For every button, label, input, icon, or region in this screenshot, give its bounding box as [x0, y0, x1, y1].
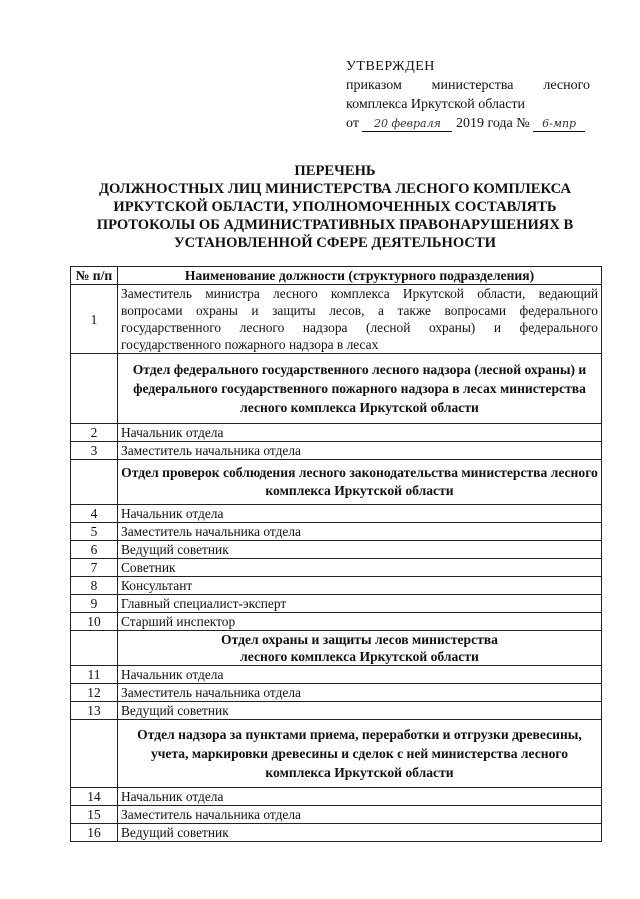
table-row: [71, 788, 602, 806]
row-name: Заместитель министра лесного комплекса Иркутской области, ведающий вопросами охраны и защиты лесов, а также вопросами федерального государственного лесного надзора (лесной охраны) и федерального государственного пожарного надзора в лесах: [118, 285, 602, 354]
table-row: [71, 684, 602, 702]
row-num: 5: [71, 523, 118, 541]
title-line-1: ПЕРЕЧЕНЬ: [294, 163, 376, 179]
row-num: 3: [71, 442, 118, 460]
approval-date-line: [346, 114, 590, 133]
title-line-4: ПРОТОКОЛЫ ОБ АДМИНИСТРАТИВНЫХ ПРАВОНАРУШЕНИЯХ В: [96, 217, 574, 233]
table-row: [71, 424, 602, 442]
row-name: Начальник отдела: [118, 424, 602, 442]
title-line-3: ИРКУТСКОЙ ОБЛАСТИ, УПОЛНОМОЧЕННЫХ СОСТАВЛЯТЬ: [113, 199, 557, 215]
approval-line-ministry: комплекса Иркутской области: [346, 97, 526, 112]
table-header-row: [71, 267, 602, 285]
approval-line-order: приказом министерства лесного: [346, 78, 590, 93]
row-num: 1: [71, 285, 118, 354]
table-row: [71, 806, 602, 824]
row-name: Советник: [118, 559, 602, 577]
row-name: Ведущий советник: [118, 541, 602, 559]
section-title: [118, 631, 602, 666]
row-name: Консультант: [118, 577, 602, 595]
row-num: 15: [71, 806, 118, 824]
row-num: 12: [71, 684, 118, 702]
section-row: [71, 631, 602, 666]
year-text: 2019 года №: [455, 116, 530, 131]
row-name: Главный специалист-эксперт: [118, 595, 602, 613]
section-title-line-1: Отдел охраны и защиты лесов министерства: [221, 632, 498, 647]
section-row: [71, 354, 602, 424]
row-num: 9: [71, 595, 118, 613]
positions-table: [70, 266, 602, 842]
row-num: 6: [71, 541, 118, 559]
row-num: 4: [71, 505, 118, 523]
section-row: [71, 460, 602, 505]
section-title: Отдел проверок соблюдения лесного законодательства министерства лесного комплекса Иркутской области: [118, 460, 602, 505]
document-title: [70, 162, 600, 252]
row-num: 8: [71, 577, 118, 595]
date-prefix: от: [346, 116, 359, 131]
table-row: [71, 666, 602, 684]
row-name: Заместитель начальника отдела: [118, 806, 602, 824]
approval-block: [346, 57, 590, 133]
row-num: 14: [71, 788, 118, 806]
row-num: 7: [71, 559, 118, 577]
table-row: [71, 541, 602, 559]
table-row: [71, 442, 602, 460]
approval-title: УТВЕРЖДЕН: [346, 59, 435, 74]
row-num: 13: [71, 702, 118, 720]
row-name: Старший инспектор: [118, 613, 602, 631]
handwritten-number: 6-мпр: [533, 117, 585, 132]
row-name: Ведущий советник: [118, 824, 602, 842]
row-num: 2: [71, 424, 118, 442]
handwritten-date: 20 февраля: [362, 117, 452, 132]
table-row: [71, 577, 602, 595]
row-name: Ведущий советник: [118, 702, 602, 720]
table-row: [71, 595, 602, 613]
section-title: Отдел федерального государственного лесного надзора (лесной охраны) и федерального государственного пожарного надзора в лесах министерства лесного комплекса Иркутской области: [118, 354, 602, 424]
row-num: 10: [71, 613, 118, 631]
row-name: Заместитель начальника отдела: [118, 523, 602, 541]
section-title-line-2: лесного комплекса Иркутской области: [240, 649, 479, 664]
table-row: [71, 824, 602, 842]
table-row: [71, 505, 602, 523]
table-row: [71, 523, 602, 541]
row-num: 11: [71, 666, 118, 684]
table-row: [71, 702, 602, 720]
section-title: Отдел надзора за пунктами приема, переработки и отгрузки древесины, учета, маркировки древесины и сделок с ней министерства лесного комплекса Иркутской области: [118, 720, 602, 788]
table-row: [71, 613, 602, 631]
row-name: Начальник отдела: [118, 666, 602, 684]
header-num: № п/п: [71, 267, 118, 285]
title-line-5: УСТАНОВЛЕННОЙ СФЕРЕ ДЕЯТЕЛЬНОСТИ: [173, 235, 497, 251]
row-name: Начальник отдела: [118, 788, 602, 806]
header-name: Наименование должности (структурного подразделения): [118, 267, 602, 285]
row-name: Начальник отдела: [118, 505, 602, 523]
row-name: Заместитель начальника отдела: [118, 684, 602, 702]
section-row: [71, 720, 602, 788]
table-row: [71, 285, 602, 354]
table-row: [71, 559, 602, 577]
row-num: 16: [71, 824, 118, 842]
row-name: Заместитель начальника отдела: [118, 442, 602, 460]
title-line-2: ДОЛЖНОСТНЫХ ЛИЦ МИНИСТЕРСТВА ЛЕСНОГО КОМПЛЕКСА: [98, 181, 572, 197]
